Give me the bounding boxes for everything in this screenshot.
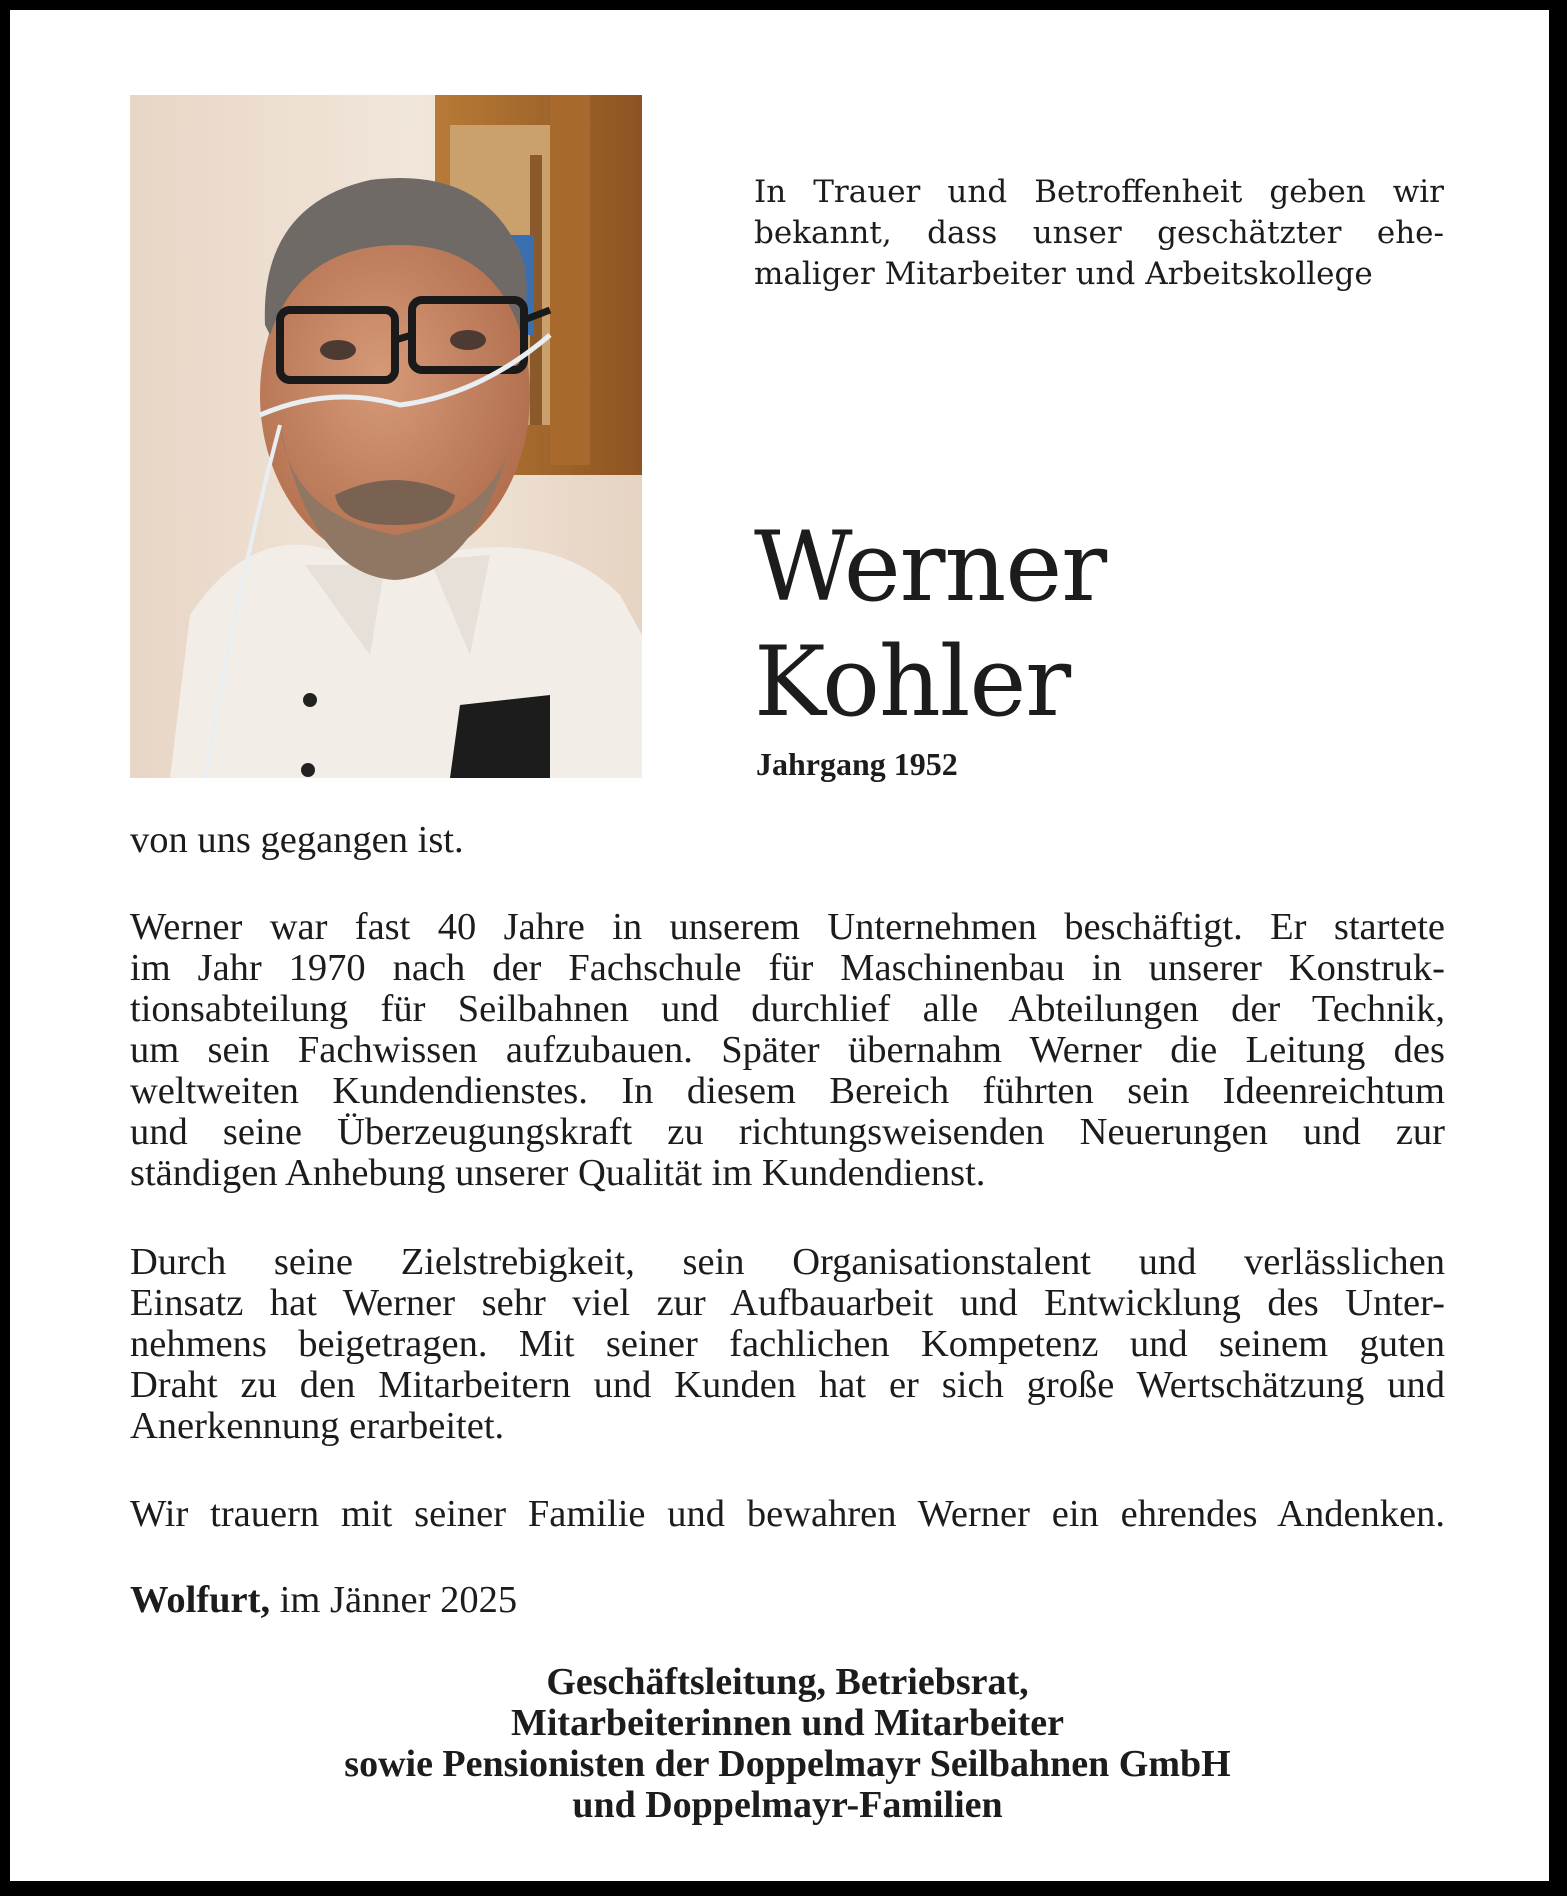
text-line: von uns gegangen ist. [130,819,464,861]
text-line: im Jahr 1970 nach der Fachschule für Maschinenbau in unserer Konstruk- [130,947,1445,989]
obituary-page [10,10,1549,1881]
text-line: Werner war fast 40 Jahre in unserem Unternehmen beschäftigt. Er startete [130,906,1445,948]
text-line: Anerkennung erarbeitet. [130,1405,505,1447]
text-line: und seine Überzeugungskraft zu richtungsweisenden Neuerungen und zur [130,1111,1445,1153]
place-date [130,1578,517,1622]
intro-line: maliger Mitarbeiter und Arbeitskollege [754,256,1373,292]
signoff-line: und Doppelmayr-Familien [572,1784,1003,1826]
paragraph-mourning [130,1494,1445,1535]
last-name: Kohler [754,626,1071,738]
place-city: Wolfurt, [130,1579,271,1621]
place-date-text: im Jänner 2025 [279,1579,518,1621]
signoff-line: Geschäftsleitung, Betriebsrat, [546,1661,1029,1703]
signoff-line: sowie Pensionisten der Doppelmayr Seilbahnen GmbH [344,1743,1231,1785]
text-line: ständigen Anhebung unserer Qualität im Kundendienst. [130,1152,986,1194]
first-name: Werner [754,511,1107,623]
portrait-illustration [130,95,642,778]
intro-text [754,172,1444,295]
portrait-photo [130,95,642,778]
intro-line: In Trauer und Betroffenheit geben wir [754,174,1444,210]
paragraph-career [130,907,1445,1194]
text-line: tionsabteilung für Seilbahnen und durchlief alle Abteilungen der Technik, [130,988,1445,1030]
birth-year: Jahrgang 1952 [756,746,958,782]
paragraph-merits [130,1242,1445,1447]
text-line: nehmens beigetragen. Mit seiner fachlichen Kompetenz und seinem guten [130,1323,1445,1365]
signoff [130,1662,1445,1826]
text-line: Durch seine Zielstrebigkeit, sein Organisationstalent und verlässlichen [130,1241,1445,1283]
text-line: Wir trauern mit seiner Familie und bewahren Werner ein ehrendes Andenken. [130,1493,1445,1535]
text-line: um sein Fachwissen aufzubauen. Später übernahm Werner die Leitung des [130,1029,1445,1071]
text-line: Draht zu den Mitarbeitern und Kunden hat er sich große Wertschätzung und [130,1364,1445,1406]
intro-line: bekannt, dass unser geschätzter ehe- [754,215,1444,251]
text-line: weltweiten Kundendienstes. In diesem Bereich führten sein Ideenreichtum [130,1070,1445,1112]
deceased-name [754,510,1106,740]
text-line: Einsatz hat Werner sehr viel zur Aufbauarbeit und Entwicklung des Unter- [130,1282,1445,1324]
signoff-line: Mitarbeiterinnen und Mitarbeiter [510,1702,1064,1744]
passed-away-line [130,820,1445,861]
